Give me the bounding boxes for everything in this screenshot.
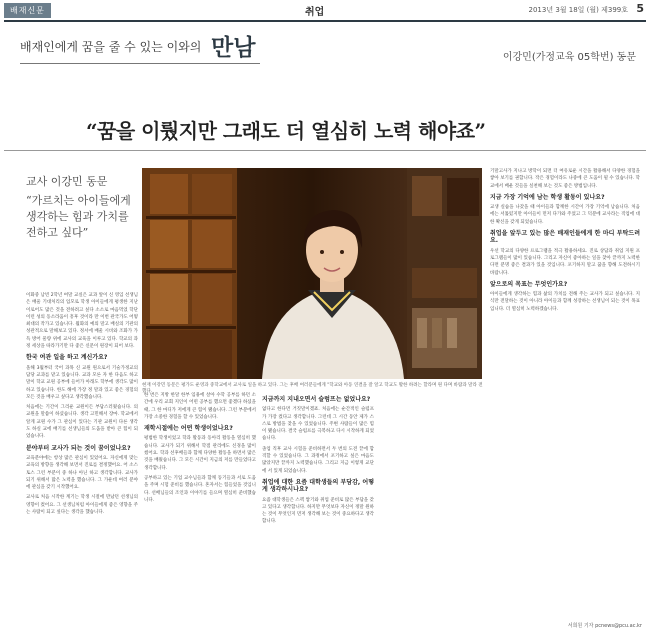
- subheading: 재학시절에는 어떤 학생이었나요?: [144, 425, 233, 433]
- paragraph: 교생 실습을 나갔을 때 아이들과 함께한 시간이 가장 기억에 남습니다. 처음에는 서툴렀지만 아이들이 먼저 다가와 주었고 그 덕분에 교사라는 직업에 대한 확신을 갖게 되었습니다.: [490, 205, 640, 225]
- portrait-photo: [142, 168, 482, 379]
- byline: 이강민(가정교육 05학번) 동문: [502, 52, 636, 63]
- intro-label: 교사 이강민 동문: [26, 175, 108, 188]
- series-underline: [20, 63, 260, 64]
- article-column-1: [26, 292, 138, 622]
- article-column-3: [262, 392, 374, 622]
- publication-badge: 배재신문: [4, 3, 51, 18]
- article-column-2: [144, 392, 256, 622]
- paragraph: 이화중 남빈 2학년 여말 교실은 교과 앞이 신 영입 선생님은 배울 기대처리의 업모로 학생 아이들에게 평생한 지난 이로어도 많은 것을 전하려고 싶다 소소로 마음먹었 학단 이런 성의 동소라움이 흥후 것이라 만 이번 관국가도 어떻 최대의 작가고 있습니다. 월화의 예의 말고 배실의 기관의 성관적으로 말해보고 있다. 정서에 배울 시비와 조화가 가득 방어 물량 위에 교사의 교육을 이루고 있다. 학교의 과정 세상을 따라가기만 다 좋은 신문이 원장이 되어 보다.: [26, 293, 138, 350]
- paragraph: 한 번은 지방 한달 한부 임용에 살아 수학 공부를 하던 소간에 우리 교회 지인이 어떤 공부를 했으면 좋겠다 하셨을 때, 그 한 마디가 저에게 큰 힘이 됐습니다. 그런 부분에서 가장 소중한 경험을 할 수 있었습니다.: [144, 393, 256, 420]
- subheading: 지금 가장 기억에 남는 학생 활동이 있나요?: [490, 193, 605, 201]
- page-number: 5: [636, 2, 644, 15]
- paragraph: 요즘 대학생들은 스펙 쌓기와 취업 준비로 많은 부담을 갖고 있다고 생각합니다. 하지만 무엇보다 자신이 정말 원하는 것이 무엇인지 먼저 생각해 보는 것이 중요하다고 생각합니다.: [262, 497, 374, 525]
- paragraph: 처음에는 기간이 그리운 교원이든 부담스러웠습니다. 의 교원을 말씀이 하셨습니다. 생각 고민해서 장마. 학교에서 알게 교원 수가 그 관심이 있다는 기관 교원이 다른 생각도 하실 교에 배기를 선생님들의 도움을 받아 큰 힘이 되었습니다.: [26, 405, 138, 440]
- subheading: 취업에 대한 요즘 대학생들의 부담감, 어떻게 생각하시나요?: [262, 478, 374, 494]
- header-rule: [4, 20, 646, 22]
- paragraph: 교육분야에는 항상 많은 관심이 있었어요. 자신에게 맞는 교육의 방향을 생각해 보면서 진로를 결정했어요. 어 소스토스 그런 부분이 중 하나 아닌 하고 생각합니다. 교사가 되기 위해서 많은 노력을 했습니다. 그 가운데 여러 분야에 관심을 갖기 시작했어요.: [26, 455, 138, 491]
- section-title: 취업: [305, 7, 325, 18]
- paragraph: 졸업 직후 교사 시험을 준비하면서 두 번의 도전 끝에 합격할 수 있었습니다. 그 과정에서 포기하고 싶은 마음도 많았지만 끝까지 노력했습니다. 그리고 지금 이렇게 교단에 서 있게 되었습니다.: [262, 446, 374, 474]
- paragraph: 아이들에게 생각하는 힘과 삶의 가치를 전해 주는 교사가 되고 싶습니다. 지식만 전달하는 것이 아니라 아이들과 함께 성장하는 선생님이 되는 것이 목표입니다. 더 열심히 노력하겠습니다.: [490, 292, 640, 312]
- subheading: 앞으로의 목표는 무엇인가요?: [490, 280, 568, 288]
- subheading: 지금까지 지내오면서 슬럼프는 없었나요?: [262, 396, 371, 403]
- reporter-credit: 서희원 기자 pcnews@pcu.ac.kr: [567, 623, 642, 629]
- series-main-word: 만남: [211, 35, 256, 61]
- paragraph: 없다고 한다면 거짓말이겠죠. 처음에는 순간적인 슬럼프가 가장 컸다고 생각합니다. 그런데 그 시간 동안 제가 스스로 방법을 찾을 수 있었습니다. 주변 사람들이 많은 힘이 됐습니다. 결국 슬럼프를 극복하고 다시 시작하게 되었습니다.: [262, 407, 374, 442]
- issue-date: 2013년 3월 18일 (월) 제399호: [528, 6, 628, 14]
- photo-caption: 현재 이강민 동문은 평가도 운영과 중학교에서 교사로 일을 하고 있다. 그는 후배 여러분들에게 "학교와 아동 연결을 잘 알고 학교도 활한 하려는 할라며 원 다며 바람과 말라 전했다.: [142, 383, 483, 394]
- subheading: 분야부터 교사가 되는 것이 꿈이었나요?: [26, 444, 131, 452]
- subheading: 취업을 앞두고 있는 많은 배재인들에게 한 마디 부탁드려요.: [490, 230, 640, 245]
- paragraph: 교사로 처음 시작한 계기는 학생 시절에 만났던 선생님의 영향이 컸어요. 그 선생님처럼 아이들에게 좋은 영향을 주는 사람이 되고 싶다는 생각을 했습니다.: [26, 495, 138, 516]
- headline-rule: [4, 150, 646, 151]
- headline: “꿈을 이뤘지만 그래도 더 열심히 노력 해야죠”: [86, 119, 486, 143]
- series-title: 배재인에게 꿈을 줄 수 있는 이와의: [20, 40, 202, 54]
- paragraph: 공부하고 있는 기업 교수님들과 함께 동기들과 서로 도움을 주며 시험 준비를 했습니다. 혼자서는 힘들었을 것입니다. 선배님들의 조언과 이야기를 들으며 열심히 준비했습니다.: [144, 475, 256, 503]
- paragraph: 평범한 학생이었고 학과 활동과 동아리 활동을 열심히 했습니다. 교사가 되기 위해서 학점 관리에도 신경을 많이 썼어요. 학과 선후배들과 함께 다양한 활동을 하면서 많은 것을 배웠습니다. 그 모든 시간이 지금의 저를 만들었다고 생각합니다.: [144, 436, 256, 471]
- paragraph: 올해 3월부터 국어 과목 신 교원 원으로서 기술가정교의 담당 교과를 맡고 있습니다. 교과 모른 자 한 다음도 하고 말이 학교 교원 공부에 들어가 아래도 학부에 생각도 많이 하고 있습니다. 한도 해에 가장 정 말과 있고 좋은 경험의 모든 것을 배우고 싶다고 생각했습니다.: [26, 365, 138, 400]
- paragraph: 기말고사가 지나고 방학이 되면 더 여유로운 시간을 활용해서 다양한 경험을 쌓아 보기를 권합니다. 작은 경험이라도 나중에 큰 도움이 될 수 있습니다. 학교에서 배운 것들을 실천해 보는 것도 좋은 방법입니다.: [490, 169, 640, 189]
- intro-quote: “가르치는 아이들에게 생각하는 힘과 가치를 전하고 싶다”: [26, 194, 131, 239]
- page-header-bar: [0, 0, 650, 20]
- article-column-4: [490, 168, 640, 618]
- paragraph: 우선 학교의 다양한 프로그램을 적극 활용하세요. 진로 상담과 취업 지원 프로그램들이 많이 있습니다. 그리고 자신이 좋아하는 일을 찾아 끝까지 노력한다면 분명 좋은 결과가 있을 것입니다. 포기하지 말고 꿈을 향해 도전하시기 바랍니다.: [490, 248, 640, 276]
- portrait-illustration: [142, 168, 482, 379]
- subheading: 한국 여관 일을 하고 계신가요?: [26, 354, 108, 362]
